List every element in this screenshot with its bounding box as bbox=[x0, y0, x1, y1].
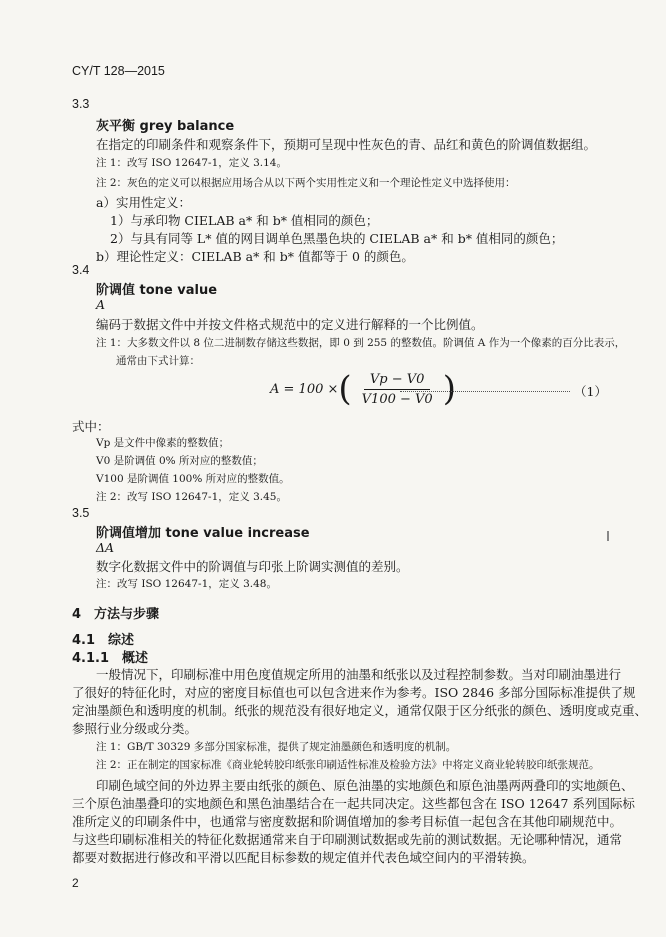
paragraph-2-line-1: 印刷色域空间的外边界主要由纸张的颜色、原色油墨的实地颜色和原色油墨两两叠印的实地颜色、 bbox=[96, 778, 634, 793]
formula-lhs: A = 100 × bbox=[270, 381, 339, 397]
paragraph-2-line-2: 三个原色油墨叠印的实地颜色和黑色油墨结合在一起共同决定。这些都包含在 ISO 12647 系列国际标 bbox=[72, 796, 635, 811]
definition-tone-value: 编码于数据文件中并按文件格式规范中的定义进行解释的一个比例值。 bbox=[96, 317, 484, 332]
list-item-a1: 1）与承印物 CIELAB a* 和 b* 值相同的颜色； bbox=[110, 213, 379, 228]
paragraph-1-line-3: 定油墨颜色和透明度的机制。纸张的规范没有很好地定义，通常仅限于区分纸张的颜色、透明度或克重、 bbox=[72, 703, 648, 718]
section-4-title: 4 方法与步骤 bbox=[72, 607, 160, 622]
definition-grey-balance: 在指定的印刷条件和观察条件下，预期可呈现中性灰色的青、品红和黄色的阶调值数据组。 bbox=[96, 137, 597, 152]
where-label: 式中： bbox=[72, 419, 110, 434]
section-4-1-title: 4.1 综述 bbox=[72, 633, 135, 648]
note-3-5: 注：改写 ISO 12647-1，定义 3.48。 bbox=[96, 578, 277, 590]
list-item-b: b）理论性定义：CIELAB a* 和 b* 值都等于 0 的颜色。 bbox=[96, 249, 414, 264]
note-3-3-1: 注 1：改写 ISO 12647-1，定义 3.14。 bbox=[96, 157, 287, 169]
note-4-1-1-2: 注 2：正在制定的国家标准《商业轮转胶印纸张印刷适性标准及检验方法》中将定义商业轮转胶印纸张规范。 bbox=[96, 759, 600, 771]
standard-header: CY/T 128—2015 bbox=[72, 64, 165, 78]
formula-denominator: V100 − V0 bbox=[361, 391, 433, 407]
note-3-3-2: 注 2：灰色的定义可以根据应用场合从以下两个实用性定义和一个理论性定义中选择使用： bbox=[96, 177, 516, 189]
symbol-tone-value: A bbox=[96, 297, 106, 312]
list-item-a2: 2）与具有同等 L* 值的网目调单色黑墨色块的 CIELAB a* 和 b* 值相同的颜色； bbox=[110, 231, 564, 246]
var-v0: V0 是阶调值 0% 所对应的整数值； bbox=[96, 455, 263, 467]
paragraph-1-line-4: 参照行业分级或分类。 bbox=[72, 721, 198, 736]
paragraph-2-line-5: 都要对数据进行修改和平滑以匹配目标参数的规定值并代表色域空间内的平滑转换。 bbox=[72, 850, 535, 865]
clause-number-3-4: 3.4 bbox=[72, 263, 90, 277]
paragraph-1-line-2: 了很好的特征化时，对应的密度目标值也可以包含进来作为参考。ISO 2846 多部分国际标准提供了规 bbox=[72, 685, 636, 700]
page-number: 2 bbox=[72, 876, 79, 890]
clause-number-3-3: 3.3 bbox=[72, 97, 90, 111]
left-paren: ( bbox=[338, 369, 352, 409]
term-tone-value-increase: 阶调值增加 tone value increase bbox=[96, 526, 310, 541]
paragraph-1-line-1: 一般情况下，印刷标准中用色度值规定所用的油墨和纸张以及过程控制参数。当对印刷油墨进行 bbox=[96, 667, 622, 682]
var-v100: V100 是阶调值 100% 所对应的整数值。 bbox=[96, 473, 290, 485]
note-3-4-1: 注 1：大多数文件以 8 位二进制数存储这些数据，即 0 到 255 的整数值。阶调值 A 作为一个像素的百分比表示， bbox=[96, 337, 626, 349]
section-4-1-1-title: 4.1.1 概述 bbox=[72, 651, 149, 666]
right-paren: ) bbox=[442, 369, 456, 409]
paragraph-2-line-3: 准所定义的印刷条件中，也通常与密度数据和阶调值增加的参考目标值一起包含在其他印刷规范中。 bbox=[72, 814, 623, 829]
var-vp: Vp 是文件中像素的整数值； bbox=[96, 437, 230, 449]
paragraph-2-line-4: 与这些印刷标准相关的特征化数据通常来自于印刷测试数据或先前的测试数据。无论哪种情况，通常 bbox=[72, 832, 623, 847]
note-3-4-1-cont: 通常由下式计算： bbox=[116, 355, 200, 367]
symbol-tone-value-increase: ΔA bbox=[96, 540, 115, 555]
equation-number: （1） bbox=[574, 384, 607, 399]
formula-leader-dots bbox=[400, 381, 570, 392]
formula-numerator: Vp − V0 bbox=[364, 372, 431, 390]
term-grey-balance: 灰平衡 grey balance bbox=[96, 119, 235, 134]
margin-mark bbox=[607, 531, 609, 541]
definition-tone-value-increase: 数字化数据文件中的阶调值与印张上阶调实测值的差别。 bbox=[96, 559, 409, 574]
term-tone-value: 阶调值 tone value bbox=[96, 283, 218, 298]
clause-number-3-5: 3.5 bbox=[72, 506, 90, 520]
list-item-a: a）实用性定义： bbox=[96, 195, 191, 210]
note-3-4-2: 注 2：改写 ISO 12647-1，定义 3.45。 bbox=[96, 491, 287, 503]
note-4-1-1-1: 注 1：GB/T 30329 多部分国家标准，提供了规定油墨颜色和透明度的机制。 bbox=[96, 741, 457, 753]
